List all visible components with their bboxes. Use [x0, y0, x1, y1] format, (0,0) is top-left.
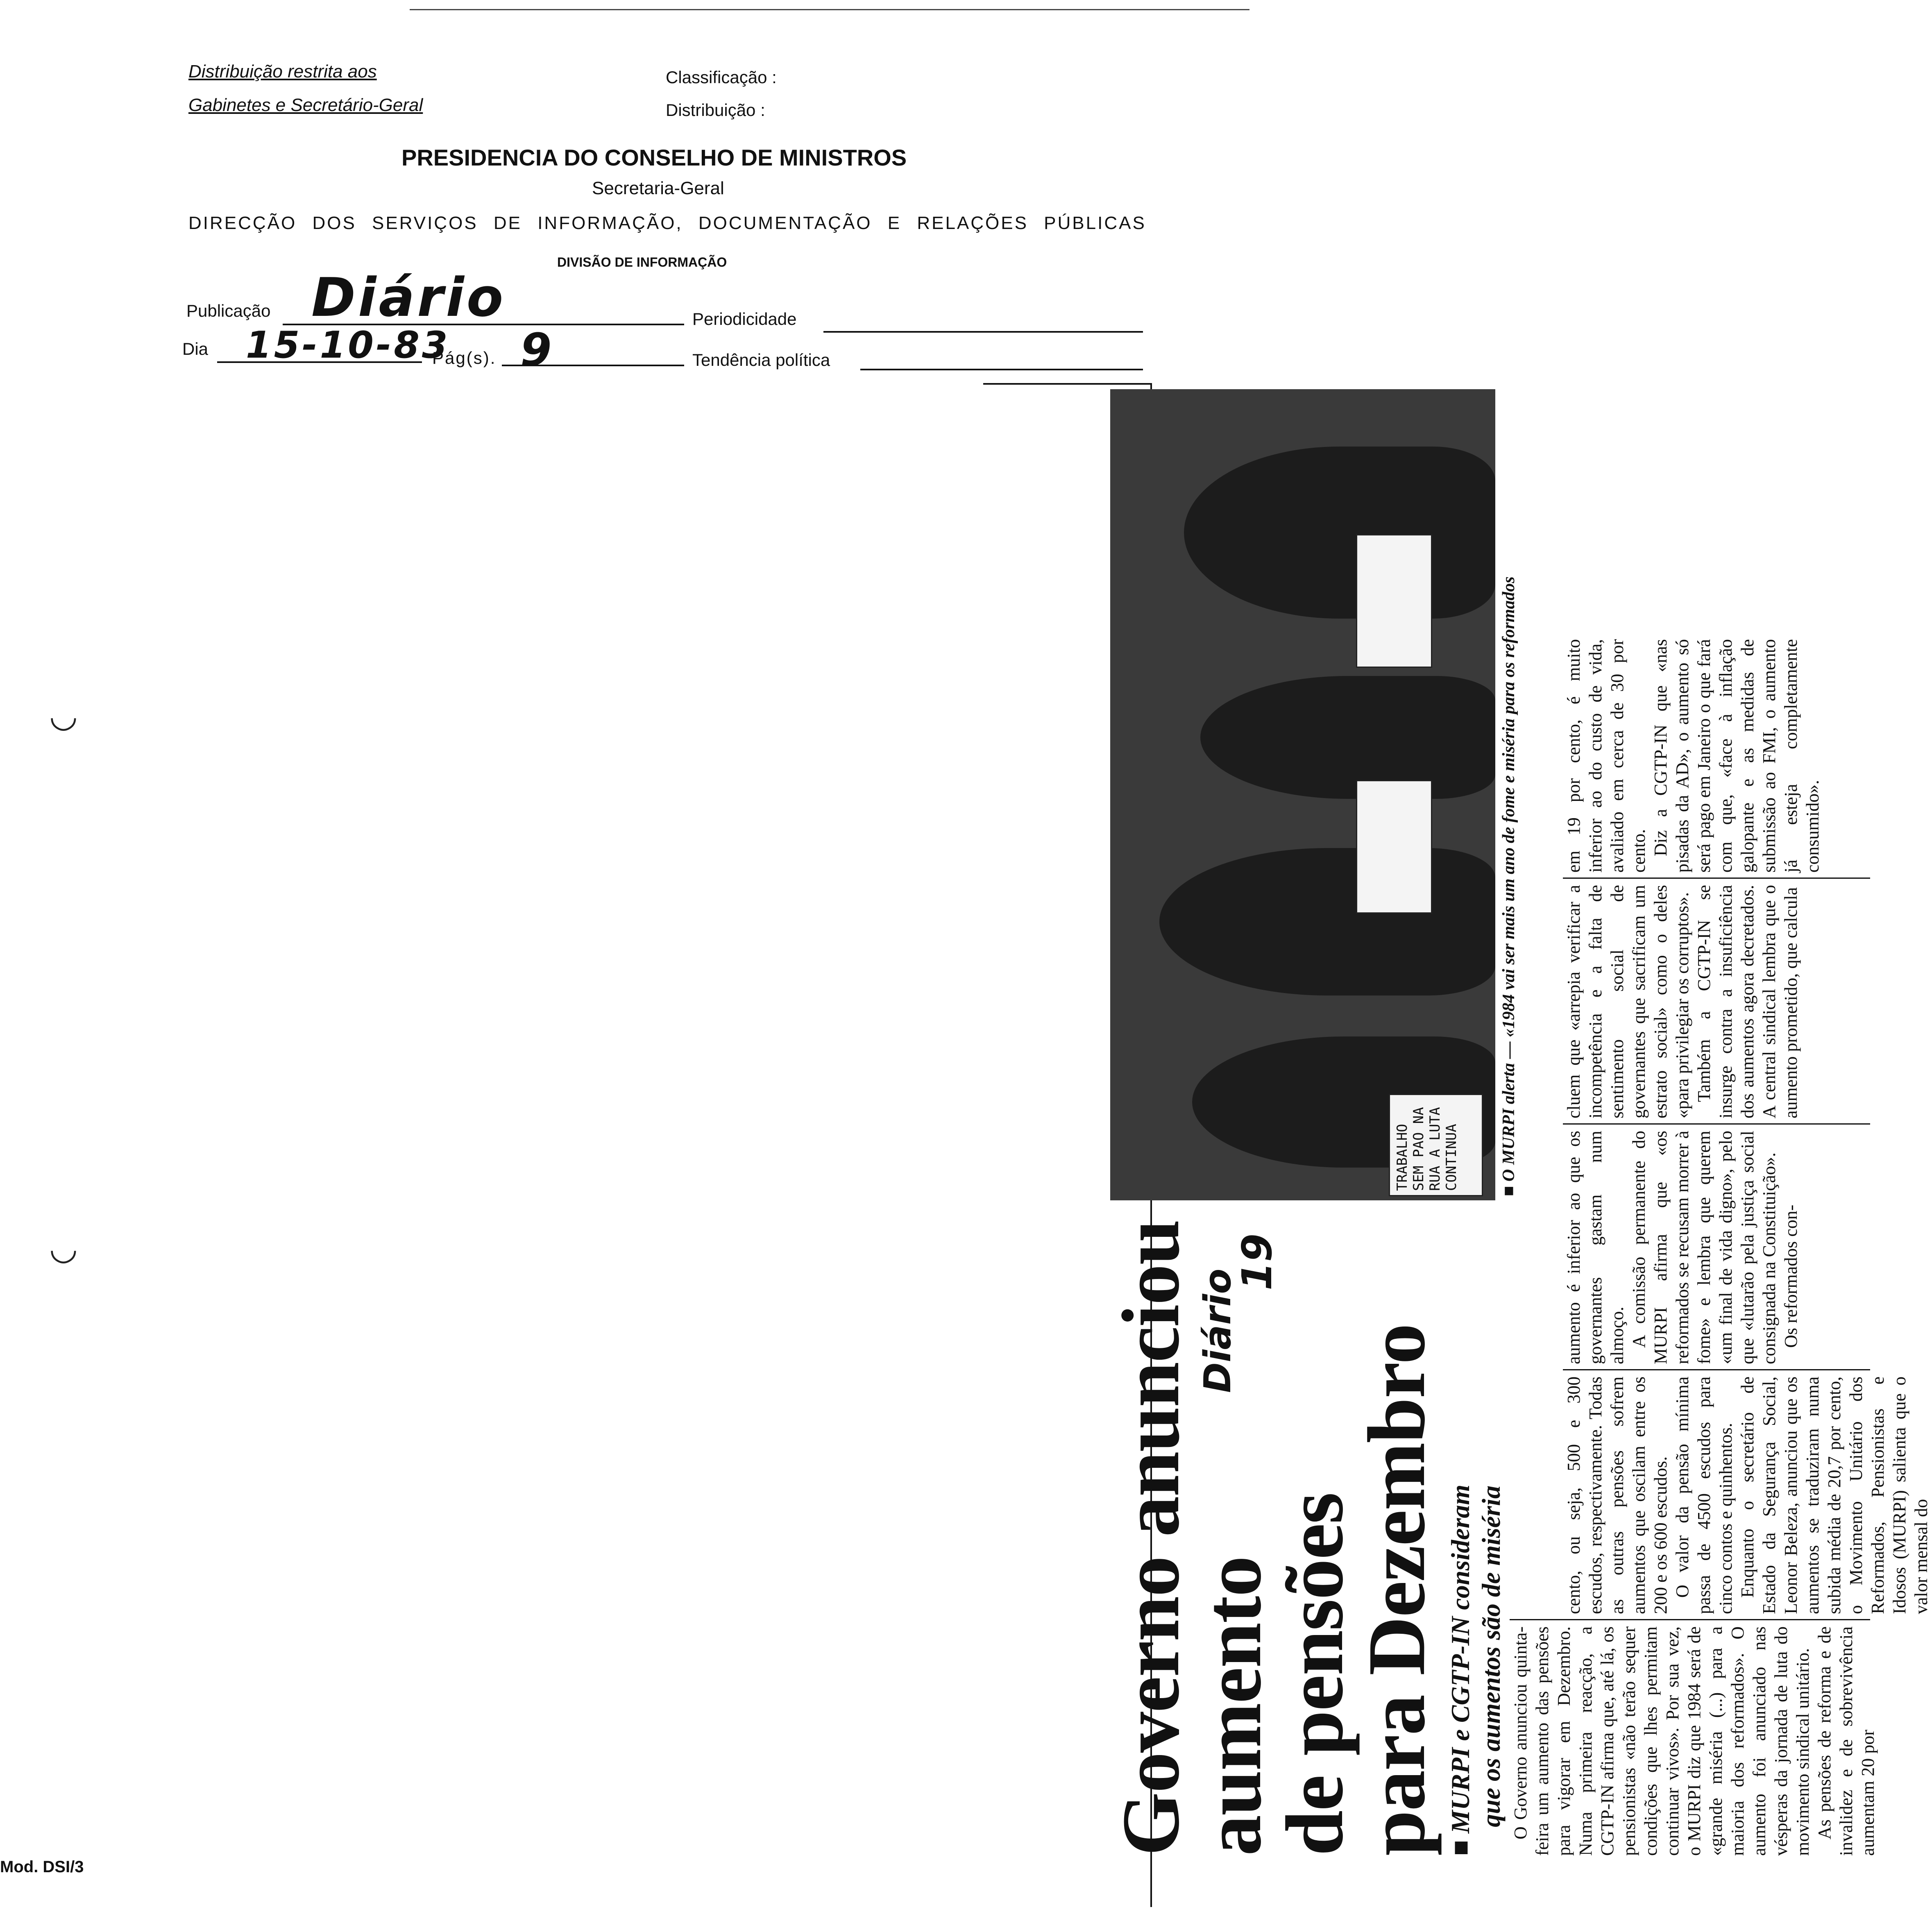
divisao-line: DIVISÃO DE INFORMAÇÃO [557, 255, 727, 270]
subhead-line1: ■ MURPI e CGTP-IN consideram [1446, 1484, 1475, 1856]
article-paragraph: cento, ou seja, 500 e 300 escudos, respectivamente. Todas as outras pensões sofrem aumentos que oscilam entre os 200 e os 600 escudos. [1564, 1377, 1671, 1614]
article-paragraph: O Governo anunciou quinta-feira um aumento das pensões para vigorar em Dezembro. Numa primeira reacção, a CGTP-IN afirma que, até lá, os pensionistas «não terão sequer condições que lhes permitam continuar vivos». Por sua vez, o MURPI diz que 1984 será de «grande miséria (...) para a maioria dos reformados». O aumento foi anunciado nas vésperas da jornada de luta do movimento sindical unitário. [1510, 1626, 1813, 1856]
form-code: Mod. DSI/3 [0, 1858, 84, 1876]
column-rule [1563, 878, 1870, 879]
scan-top-line [410, 9, 1249, 10]
article-column-5 [1563, 639, 1870, 873]
dia-label: Dia [182, 339, 209, 358]
article-paragraph: Diz a CGTP-IN que «nas pisadas da AD», o aumento só será pago em Janeiro o que fará com que, «face à inflação galopante e as medidas de submissão ao FMI, o aumento já esteja completamente consumido». [1651, 639, 1823, 873]
handwritten-note-19: 19 [1233, 1233, 1281, 1290]
article-column-3 [1563, 1131, 1870, 1364]
article-paragraph: Os reformados con- [1781, 1204, 1801, 1348]
dia-handwritten: 15-10-83 [246, 324, 450, 367]
article-column-4 [1563, 885, 1870, 1118]
photo-figure [1159, 848, 1495, 996]
classificacao-label: Classificação : [666, 68, 777, 87]
article-paragraph: em 19 por cento, é muito inferior ao do custo de vida, avaliado em cerca de 30 por cento. [1564, 639, 1649, 873]
protest-photo [1110, 389, 1495, 1200]
scan-mark-2: ◡ [49, 1230, 78, 1266]
periodicidade-label: Periodicidade [692, 309, 797, 329]
subhead-line2: que os aumentos são de miséria [1476, 1485, 1506, 1827]
handwritten-note-diario: Diário [1196, 1268, 1239, 1393]
distribuicao-label: Distribuição : [666, 100, 765, 120]
article-paragraph: As pensões de reforma e de invalidez e de sobrevivência aumentam 20 por [1814, 1626, 1878, 1856]
direccao-line: DIRECÇÃO DOS SERVIÇOS DE INFORMAÇÃO, DOCUMENTAÇÃO E RELAÇÕES PÚBLICAS [188, 213, 1146, 233]
headline-line2: aumento [1188, 1556, 1278, 1856]
article-paragraph: Enquanto o secretário de Estado da Segurança Social, Leonor Beleza, anunciou que os aumentos se traduziram numa subida média de 20,7 por cento, o Movimento Unitário dos Reformados, Pensionistas e Idosos (MURPI) salienta que o valor mensal do [1737, 1377, 1931, 1614]
tendencia-label: Tendência política [692, 350, 830, 370]
restricted-line2: Gabinetes e Secretário-Geral [188, 95, 423, 115]
publicacao-label: Publicação [186, 301, 271, 320]
column-rule [1510, 1619, 1870, 1620]
headline-line3: de pensões [1270, 1493, 1360, 1856]
photo-figure [1184, 447, 1495, 619]
article-paragraph: Também a CGTP-IN se insurge contra a insuficiência dos aumentos agora decretados. A central sindical lembra que o aumento prometido, que calcula [1694, 885, 1801, 1118]
clipping-top-border [983, 383, 1151, 385]
article-paragraph: cluem que «arrepia verificar a incompetência e a falta de sentimento social de governantes que sacrificam um estrato social» como o deles «para privilegiar os corruptos». [1564, 885, 1692, 1118]
article-paragraph: O valor da pensão mínima passa de 4500 escudos para cinco contos e quinhentos. [1672, 1377, 1736, 1614]
photo-caption: ■ O MURPI alerta — «1984 vai ser mais um ano de fome e miséria para os reformados [1499, 576, 1518, 1196]
periodicidade-line [823, 331, 1143, 333]
newspaper-clipping [1106, 385, 1931, 1860]
photo-protest-sign [1356, 534, 1432, 668]
headline-line4: para Dezembro [1351, 1324, 1442, 1856]
org-title: PRESIDENCIA DO CONSELHO DE MINISTROS [401, 145, 907, 170]
publicacao-handwritten: Diário [311, 266, 506, 329]
headline-line1: Governo anunciou [1106, 1220, 1196, 1856]
tendencia-line [860, 369, 1143, 370]
photo-figure [1200, 676, 1495, 799]
article-paragraph: A comissão permanente do MURPI afirma que «os reformados se recusam morrer à fome» e lembra que querem «um final de vida digno», pelo que «lutarão pela justiça social consignada na Constituição». [1629, 1131, 1779, 1364]
article-column-1 [1510, 1626, 1878, 1856]
column-rule [1563, 1369, 1870, 1370]
article-column-2 [1563, 1377, 1931, 1614]
scan-mark-1: ◡ [49, 697, 78, 734]
article-paragraph: aumento é inferior ao que os governantes gastam num almoço. [1564, 1131, 1627, 1364]
photo-protest-sign [1356, 780, 1432, 914]
pags-handwritten: 9 [520, 324, 554, 376]
secretaria-geral: Secretaria-Geral [592, 178, 724, 198]
column-rule [1563, 1123, 1870, 1125]
photo-protest-sign: TRABALHO SEM PAO NA RUA A LUTA CONTINUA [1389, 1094, 1483, 1196]
pags-label: Pág(s). [432, 348, 497, 367]
restricted-line1: Distribuição restrita aos [188, 61, 377, 82]
